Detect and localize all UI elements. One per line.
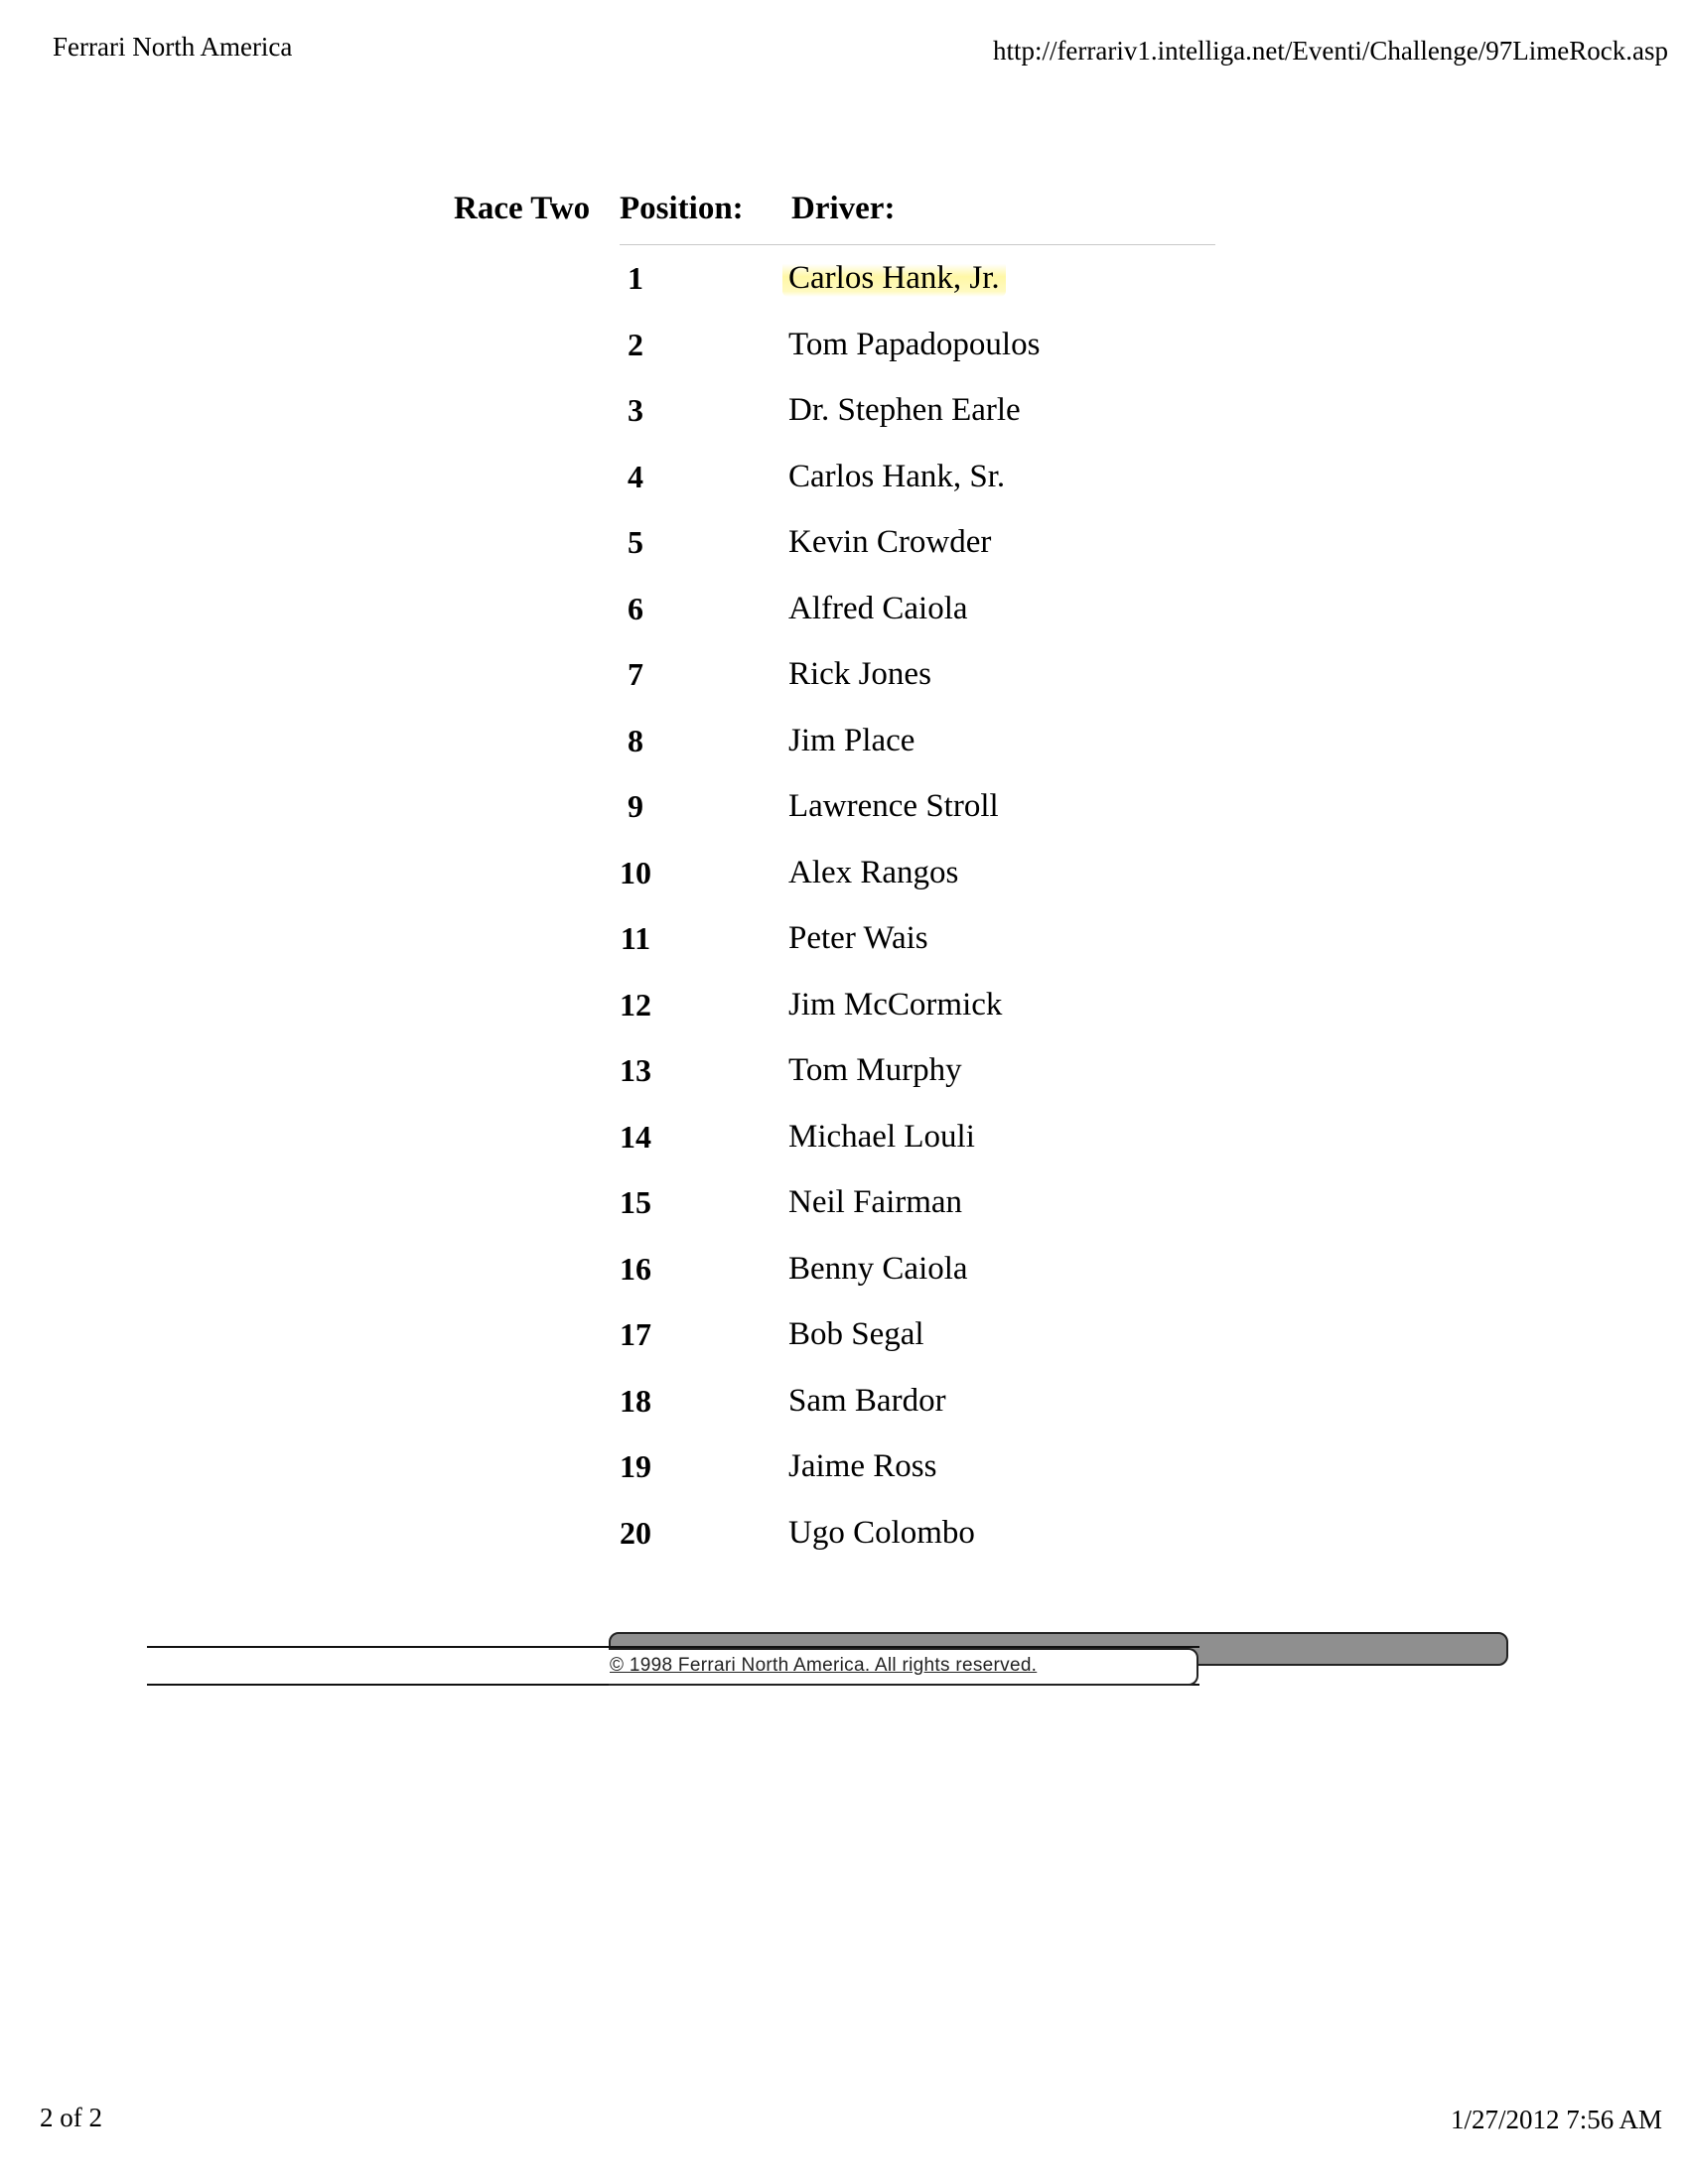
table-row (0, 1115, 1688, 1181)
driver-cell: Kevin Crowder (788, 524, 992, 560)
driver-cell: Carlos Hank, Sr. (788, 458, 1006, 494)
driver-cell: Jaime Ross (788, 1448, 937, 1484)
position-cell: 14 (620, 1118, 651, 1155)
table-row (0, 256, 1688, 323)
table-row (0, 916, 1688, 983)
position-column-header: Position: (620, 191, 744, 226)
position-cell: 15 (620, 1184, 651, 1220)
driver-cell: Alex Rangos (788, 854, 959, 890)
table-row (0, 587, 1688, 653)
driver-cell: Peter Wais (788, 920, 928, 956)
driver-cell: Rick Jones (788, 656, 931, 692)
position-cell: 20 (620, 1514, 651, 1551)
position-cell: 6 (628, 590, 643, 626)
table-row (0, 1379, 1688, 1445)
driver-cell: Ugo Colombo (788, 1514, 975, 1551)
copyright-link[interactable]: © 1998 Ferrari North America. All rights reserved. (610, 1655, 1038, 1676)
print-header-site-title: Ferrari North America (53, 32, 293, 62)
position-cell: 12 (620, 986, 651, 1023)
position-cell: 4 (628, 458, 643, 494)
print-footer-timestamp: 1/27/2012 7:56 AM (1450, 2105, 1662, 2134)
position-cell: 1 (628, 260, 643, 296)
driver-cell: Carlos Hank, Jr. (782, 260, 1006, 297)
driver-cell: Bob Segal (788, 1316, 924, 1352)
driver-column-header: Driver: (791, 191, 896, 226)
table-row (0, 784, 1688, 851)
position-cell: 18 (620, 1382, 651, 1419)
header-divider (620, 244, 1215, 245)
driver-cell: Sam Bardor (788, 1382, 946, 1419)
position-cell: 13 (620, 1052, 651, 1088)
table-row (0, 1180, 1688, 1247)
position-cell: 9 (628, 788, 643, 824)
print-footer-page-count: 2 of 2 (40, 2103, 102, 2132)
table-row (0, 1048, 1688, 1115)
driver-cell: Alfred Caiola (788, 590, 968, 626)
table-row (0, 323, 1688, 389)
position-cell: 7 (628, 656, 643, 692)
position-cell: 19 (620, 1448, 651, 1484)
driver-cell: Neil Fairman (788, 1184, 963, 1220)
driver-cell: Tom Murphy (788, 1052, 962, 1088)
position-cell: 10 (620, 854, 651, 890)
driver-cell: Jim Place (788, 722, 915, 758)
position-cell: 11 (620, 920, 651, 956)
table-row (0, 520, 1688, 587)
table-row (0, 1444, 1688, 1511)
table-row (0, 1312, 1688, 1379)
results-table (0, 256, 1688, 1576)
table-row (0, 388, 1688, 455)
driver-cell: Benny Caiola (788, 1250, 968, 1287)
position-cell: 2 (628, 326, 643, 362)
table-row (0, 1511, 1688, 1577)
driver-cell: Dr. Stephen Earle (788, 392, 1021, 428)
table-row (0, 1247, 1688, 1313)
driver-cell: Lawrence Stroll (788, 788, 999, 824)
site-footer-bar (147, 1628, 1509, 1690)
table-row (0, 719, 1688, 785)
position-cell: 3 (628, 392, 643, 428)
position-cell: 16 (620, 1250, 651, 1287)
table-row (0, 983, 1688, 1049)
position-cell: 17 (620, 1316, 651, 1352)
race-label: Race Two (454, 191, 591, 226)
position-cell: 5 (628, 524, 643, 560)
driver-cell: Jim McCormick (788, 986, 1003, 1023)
driver-cell: Michael Louli (788, 1118, 975, 1155)
table-row (0, 455, 1688, 521)
table-row (0, 851, 1688, 917)
position-cell: 8 (628, 722, 643, 758)
print-header-url: http://ferrariv1.intelliga.net/Eventi/Challenge/97LimeRock.asp (992, 36, 1668, 66)
table-row (0, 652, 1688, 719)
driver-cell: Tom Papadopoulos (788, 326, 1041, 362)
